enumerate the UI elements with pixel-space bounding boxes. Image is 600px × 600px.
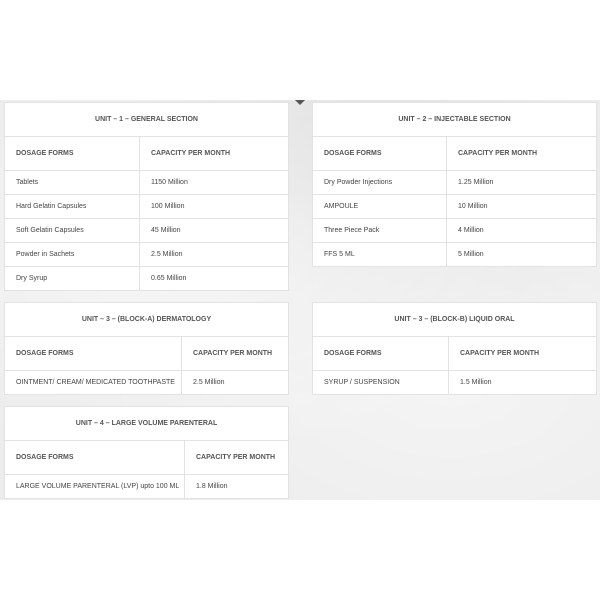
table-title: UNIT – 4 – LARGE VOLUME PARENTERAL <box>5 407 289 441</box>
table-row <box>313 243 597 267</box>
capacity-cell: 1.5 Million <box>449 371 597 395</box>
dosage-form-cell: Dry Syrup <box>5 267 140 291</box>
column-header-dosage-forms: DOSAGE FORMS <box>313 337 449 371</box>
table-row <box>5 195 289 219</box>
column-header-dosage-forms: DOSAGE FORMS <box>313 137 447 171</box>
table-row <box>313 195 597 219</box>
table-row <box>5 171 289 195</box>
column-header-capacity: CAPACITY PER MONTH <box>185 441 289 475</box>
dosage-form-cell: OINTMENT/ CREAM/ MEDICATED TOOTHPASTE <box>5 371 182 395</box>
capacity-cell: 1150 Million <box>140 171 289 195</box>
capacity-cell: 100 Million <box>140 195 289 219</box>
dosage-form-cell: Tablets <box>5 171 140 195</box>
caret-down-icon <box>295 100 305 105</box>
unit-table-liquid-oral <box>312 302 597 395</box>
dosage-form-cell: Hard Gelatin Capsules <box>5 195 140 219</box>
dosage-form-cell: LARGE VOLUME PARENTERAL (LVP) upto 100 ML <box>5 475 185 499</box>
unit-table-large-volume-parenteral <box>4 406 289 499</box>
column-header-capacity: CAPACITY PER MONTH <box>140 137 289 171</box>
dosage-form-cell: Soft Gelatin Capsules <box>5 219 140 243</box>
column-header-capacity: CAPACITY PER MONTH <box>182 337 289 371</box>
table-row <box>5 371 289 395</box>
unit-table-injectable-section <box>312 102 597 267</box>
unit-table-general-section <box>4 102 289 291</box>
dosage-form-cell: Dry Powder Injections <box>313 171 447 195</box>
table-row <box>313 219 597 243</box>
capacity-cell: 4 Million <box>447 219 597 243</box>
table-row <box>5 267 289 291</box>
capacity-cell: 5 Million <box>447 243 597 267</box>
column-header-dosage-forms: DOSAGE FORMS <box>5 337 182 371</box>
column-header-capacity: CAPACITY PER MONTH <box>447 137 597 171</box>
dosage-form-cell: FFS 5 ML <box>313 243 447 267</box>
table-row <box>313 371 597 395</box>
table-row <box>313 171 597 195</box>
table-title: UNIT – 3 – (BLOCK-A) DERMATOLOGY <box>5 303 289 337</box>
capacity-cell: 2.5 Million <box>140 243 289 267</box>
table-row <box>5 243 289 267</box>
column-header-dosage-forms: DOSAGE FORMS <box>5 137 140 171</box>
capacity-cell: 45 Million <box>140 219 289 243</box>
capacity-cell: 2.5 Million <box>182 371 289 395</box>
dosage-form-cell: Powder in Sachets <box>5 243 140 267</box>
capacity-cell: 1.8 Million <box>185 475 289 499</box>
capacity-cell: 1.25 Million <box>447 171 597 195</box>
table-row <box>5 475 289 499</box>
dosage-form-cell: AMPOULE <box>313 195 447 219</box>
column-header-capacity: CAPACITY PER MONTH <box>449 337 597 371</box>
table-title: UNIT – 3 – (BLOCK-B) LIQUID ORAL <box>313 303 597 337</box>
capacity-cell: 0.65 Million <box>140 267 289 291</box>
table-title: UNIT – 1 – GENERAL SECTION <box>5 103 289 137</box>
dosage-form-cell: SYRUP / SUSPENSION <box>313 371 449 395</box>
unit-table-dermatology <box>4 302 289 395</box>
column-header-dosage-forms: DOSAGE FORMS <box>5 441 185 475</box>
table-title: UNIT – 2 – INJECTABLE SECTION <box>313 103 597 137</box>
capacity-cell: 10 Million <box>447 195 597 219</box>
table-row <box>5 219 289 243</box>
dosage-form-cell: Three Piece Pack <box>313 219 447 243</box>
